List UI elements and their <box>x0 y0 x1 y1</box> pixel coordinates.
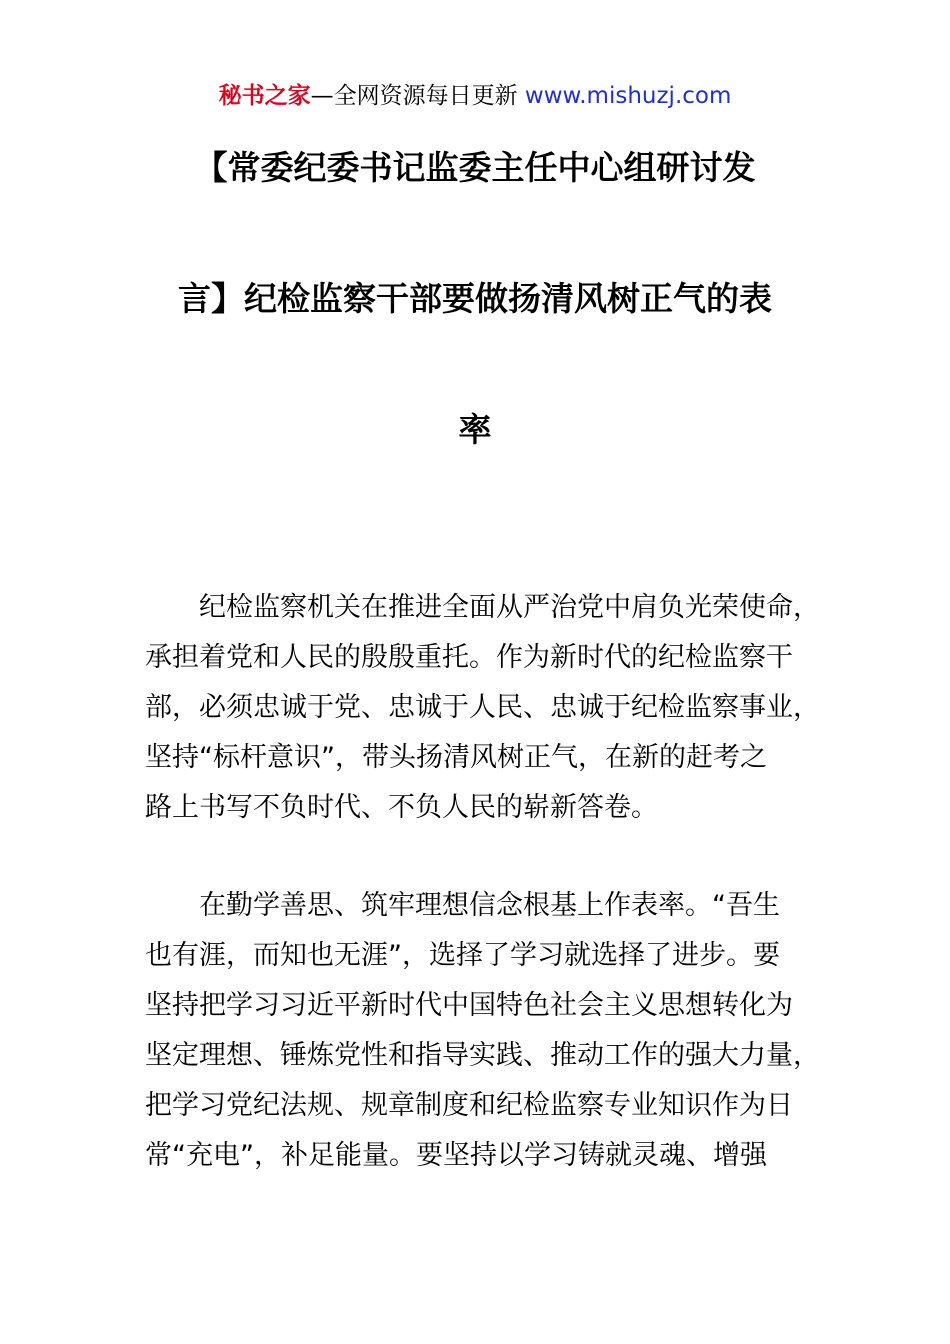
body-paragraph <box>145 583 835 833</box>
body-paragraph <box>145 881 835 1181</box>
title-line: 率 <box>458 410 492 449</box>
header-tagline: —全网资源每日更新 <box>310 83 518 109</box>
paragraph-line: 路上书写不负时代、不负人民的崭新答卷。 <box>145 792 658 823</box>
paragraph-line: 坚持“标杆意识”，带头扬清风树正气，在新的赶考之 <box>145 742 767 773</box>
paragraph-line: 纪检监察机关在推进全面从严治党中肩负光荣使命， <box>199 592 820 623</box>
paragraph-line: 也有涯，而知也无涯”，选择了学习就选择了进步。要 <box>145 940 780 971</box>
document-title <box>0 148 950 450</box>
paragraph-line: 在勤学善思、筑牢理想信念根基上作表率。“吾生 <box>199 890 780 921</box>
paragraph-line: 常“充电”，补足能量。要坚持以学习铸就灵魂、增强 <box>145 1140 767 1171</box>
paragraph-line: 部，必须忠诚于党、忠诚于人民、忠诚于纪检监察事业， <box>145 692 820 723</box>
title-line: 【常委纪委书记监委主任中心组研讨发 <box>194 148 756 187</box>
paragraph-line: 坚定理想、锤炼党性和指导实践、推动工作的强大力量， <box>145 1040 820 1071</box>
paragraph-line: 坚持把学习习近平新时代中国特色社会主义思想转化为 <box>145 990 793 1021</box>
brand-name: 秘书之家 <box>218 83 311 109</box>
site-url-link[interactable]: www.mishuzj.com <box>524 83 732 109</box>
paragraph-line: 承担着党和人民的殷殷重托。作为新时代的纪检监察干 <box>145 642 793 673</box>
title-line: 言】纪检监察干部要做扬清风树正气的表 <box>178 279 772 318</box>
site-header <box>0 80 950 112</box>
paragraph-line: 把学习党纪法规、规章制度和纪检监察专业知识作为日 <box>145 1090 793 1121</box>
